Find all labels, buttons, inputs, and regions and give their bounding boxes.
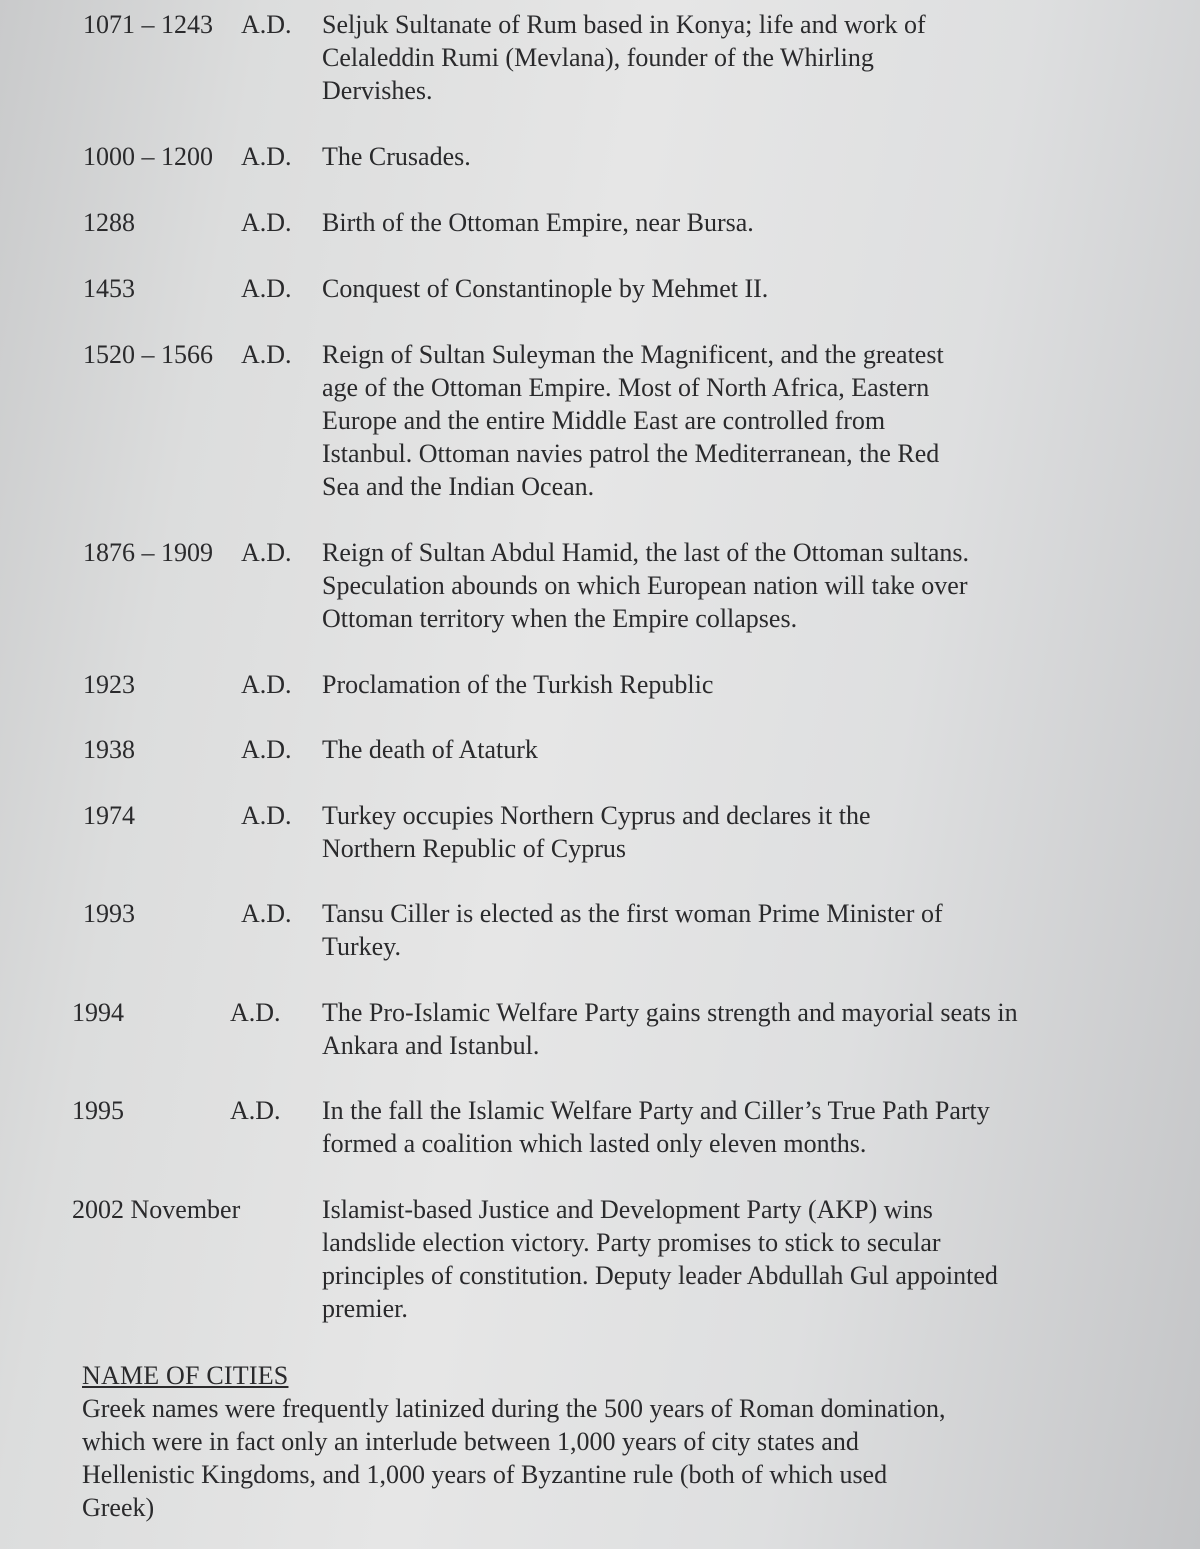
entry-era: A.D. <box>241 899 292 928</box>
description-line: Celaleddin Rumi (Mevlana), founder of the Whirling <box>322 43 874 72</box>
entry-year: 1071 – 1243 <box>83 10 213 39</box>
description-line: Speculation abounds on which European nation will take over <box>322 571 968 600</box>
description-line: Seljuk Sultanate of Rum based in Konya; life and work of <box>322 10 926 39</box>
description-line: The death of Ataturk <box>322 735 538 764</box>
paragraph-line: which were in fact only an interlude between 1,000 years of city states and <box>82 1427 859 1456</box>
cities-section <box>82 1359 1082 1524</box>
description-line: In the fall the Islamic Welfare Party and Ciller’s True Path Party <box>322 1096 990 1125</box>
description-line: Northern Republic of Cyprus <box>322 834 627 863</box>
description-line: Ottoman territory when the Empire collapses. <box>322 604 798 633</box>
description-line: Conquest of Constantinople by Mehmet II. <box>322 274 769 303</box>
description-line: Turkey occupies Northern Cyprus and declares it the <box>322 801 871 830</box>
entry-era: A.D. <box>230 998 281 1027</box>
description-line: Tansu Ciller is elected as the first woman Prime Minister of <box>322 899 943 928</box>
entry-era: A.D. <box>241 340 292 369</box>
entry-description <box>322 799 1102 865</box>
entry-year: 1520 – 1566 <box>83 340 213 369</box>
paragraph-line: Greek names were frequently latinized during the 500 years of Roman domination, <box>82 1394 946 1423</box>
entry-year: 1938 <box>83 735 135 764</box>
paragraph-line: Greek) <box>82 1493 155 1522</box>
description-line: Turkey. <box>322 932 401 961</box>
description-line: Islamist-based Justice and Development Party (AKP) wins <box>322 1195 933 1224</box>
entry-era: A.D. <box>241 208 292 237</box>
entry-era: A.D. <box>241 670 292 699</box>
description-line: age of the Ottoman Empire. Most of North Africa, Eastern <box>322 373 930 402</box>
entry-description <box>322 996 1102 1062</box>
entry-year: 1876 – 1909 <box>83 538 213 567</box>
description-line: The Crusades. <box>322 142 471 171</box>
description-line: Istanbul. Ottoman navies patrol the Mediterranean, the Red <box>322 439 940 468</box>
description-line: Proclamation of the Turkish Republic <box>322 670 714 699</box>
description-line: Reign of Sultan Suleyman the Magnificent, and the greatest <box>322 340 944 369</box>
description-line: principles of constitution. Deputy leader Abdullah Gul appointed <box>322 1261 998 1290</box>
entry-era: A.D. <box>241 10 292 39</box>
entry-description <box>322 1193 1102 1325</box>
description-line: The Pro-Islamic Welfare Party gains strength and mayorial seats in <box>322 998 1018 1027</box>
description-line: Dervishes. <box>322 76 433 105</box>
entry-description <box>322 733 1102 766</box>
description-line: landslide election victory. Party promises to stick to secular <box>322 1228 941 1257</box>
entry-year: 1974 <box>83 801 135 830</box>
entry-description <box>322 272 1102 305</box>
entry-era: A.D. <box>241 142 292 171</box>
entry-era: A.D. <box>241 735 292 764</box>
entry-year: 1288 <box>83 208 135 237</box>
entry-year: 1993 <box>83 899 135 928</box>
description-line: formed a coalition which lasted only eleven months. <box>322 1129 867 1158</box>
entry-description <box>322 1094 1102 1160</box>
entry-era: A.D. <box>230 1096 281 1125</box>
paragraph-line: Hellenistic Kingdoms, and 1,000 years of Byzantine rule (both of which used <box>82 1460 888 1489</box>
entry-year: 1994 <box>72 998 124 1027</box>
entry-description <box>322 668 1102 701</box>
entry-description <box>322 897 1102 963</box>
entry-description <box>322 338 1102 503</box>
entry-description <box>322 8 1102 107</box>
entry-year: 1453 <box>83 274 135 303</box>
entry-year: 1000 – 1200 <box>83 142 213 171</box>
entry-era: A.D. <box>241 274 292 303</box>
entry-description <box>322 536 1102 635</box>
description-line: premier. <box>322 1294 408 1323</box>
description-line: Reign of Sultan Abdul Hamid, the last of the Ottoman sultans. <box>322 538 970 567</box>
entry-era: A.D. <box>241 801 292 830</box>
description-line: Ankara and Istanbul. <box>322 1031 540 1060</box>
entry-year: 1995 <box>72 1096 124 1125</box>
description-line: Birth of the Ottoman Empire, near Bursa. <box>322 208 754 237</box>
description-line: Europe and the entire Middle East are controlled from <box>322 406 886 435</box>
entry-year: 1923 <box>83 670 135 699</box>
entry-description <box>322 206 1102 239</box>
section-heading: NAME OF CITIES <box>82 1361 289 1390</box>
entry-era: A.D. <box>241 538 292 567</box>
entry-year: 2002 November <box>72 1195 241 1224</box>
entry-description <box>322 140 1102 173</box>
description-line: Sea and the Indian Ocean. <box>322 472 595 501</box>
